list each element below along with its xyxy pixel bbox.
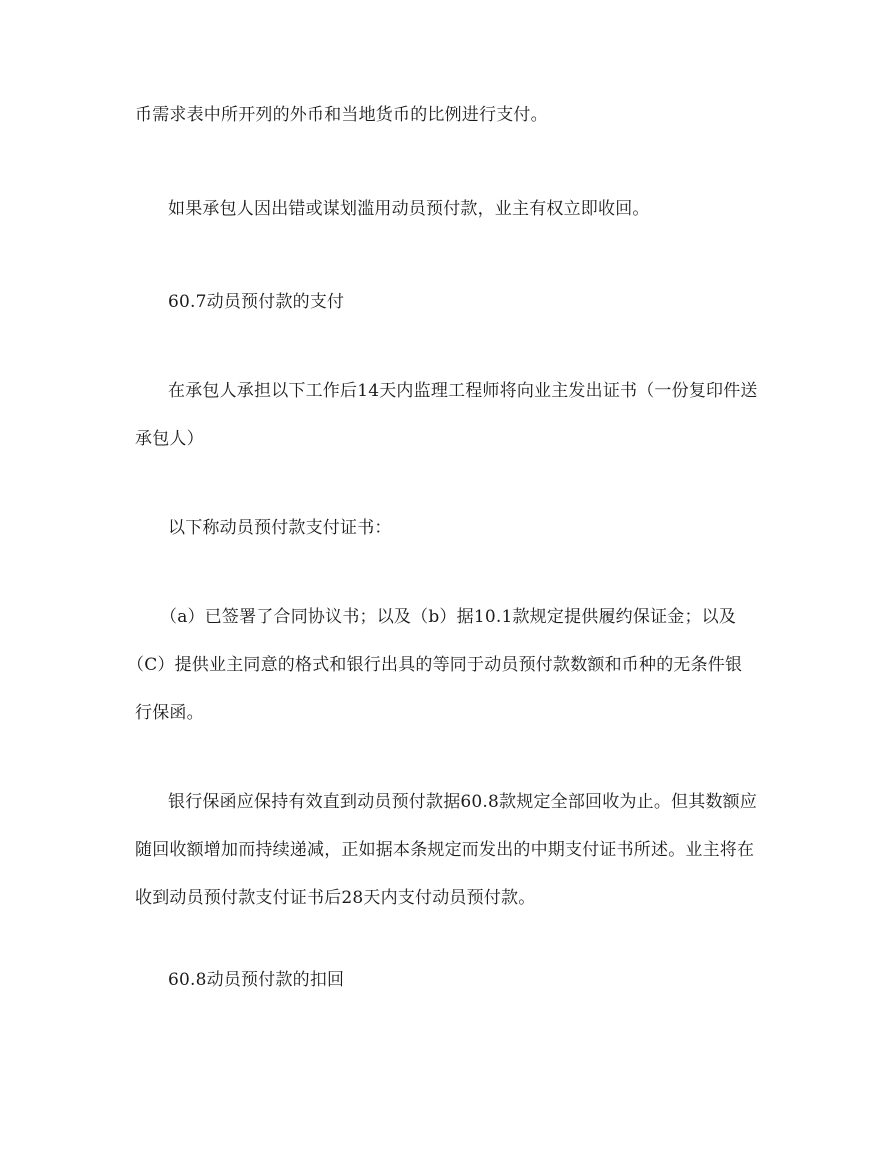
text-line-9: 行保函。 [135, 703, 204, 723]
text-line-5: 承包人） [135, 429, 204, 449]
text-line-7: （a）已签署了合同协议书；以及（b）据10.1款规定提供履约保证金；以及 [160, 607, 737, 627]
text-line-10: 银行保函应保持有效直到动员预付款据60.8款规定全部回收为止。但其数额应 [168, 792, 758, 812]
section-heading-60-8: 60.8动员预付款的扣回 [168, 970, 345, 990]
text-line-8: （C）提供业主同意的格式和银行出具的等同于动员预付款数额和币种的无条件银 [127, 655, 743, 675]
section-heading-60-7: 60.7动员预付款的支付 [168, 292, 345, 312]
text-line-6: 以下称动员预付款支付证书： [168, 518, 392, 538]
text-line-11: 随回收额增加而持续递减，正如据本条规定而发出的中期支付证书所述。业主将在 [135, 840, 755, 860]
text-line-4: 在承包人承担以下工作后14天内监理工程师将向业主发出证书（一份复印件送 [168, 381, 758, 401]
text-line-12: 收到动员预付款支付证书后28天内支付动员预付款。 [135, 888, 536, 908]
text-line-2: 如果承包人因出错或谋划滥用动员预付款，业主有权立即收回。 [168, 199, 650, 219]
text-line-1: 币需求表中所开列的外币和当地货币的比例进行支付。 [135, 105, 548, 125]
